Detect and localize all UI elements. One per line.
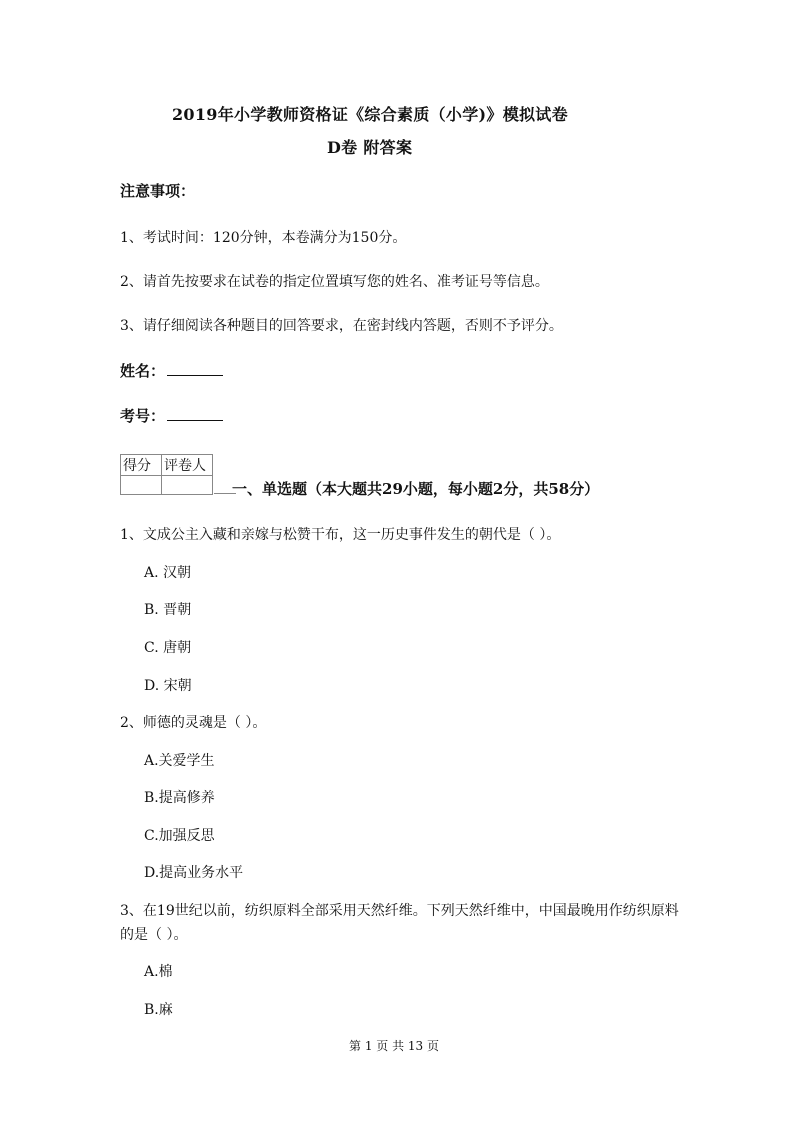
- question-3-stem-line1: 3、在19世纪以前，纺织原料全部采用天然纤维。下列天然纤维中，中国最晚用作纺织原料: [120, 903, 679, 919]
- question-2-option-c: C.加强反思: [144, 828, 215, 844]
- question-2-option-b: B.提高修养: [144, 790, 215, 806]
- exam-title-line1: 2019年小学教师资格证《综合素质（小学)》模拟试卷: [172, 105, 568, 124]
- score-table: [120, 454, 213, 495]
- id-field: [120, 405, 223, 426]
- question-2-option-a: A.关爱学生: [144, 753, 215, 769]
- page-footer: 第 1 页 共 13 页: [349, 1039, 439, 1053]
- id-blank: [167, 406, 223, 421]
- score-header: 得分: [121, 455, 162, 476]
- section-title: 一、单选题（本大题共29小题，每小题2分，共58分）: [232, 480, 600, 498]
- name-field: [120, 360, 223, 381]
- name-label: 姓名：: [120, 362, 166, 380]
- question-3-option-b: B.麻: [144, 1002, 173, 1018]
- score-cell: [121, 476, 162, 495]
- grader-header: 评卷人: [162, 455, 213, 476]
- notice-item-1: 1、考试时间：120分钟，本卷满分为150分。: [120, 230, 407, 246]
- question-3-stem-line2: 的是（ ）。: [120, 927, 188, 943]
- notice-heading: 注意事项：: [120, 182, 196, 200]
- question-1-option-a: A. 汉朝: [144, 565, 192, 581]
- question-1-stem: 1、文成公主入藏和亲嫁与松赞干布，这一历史事件发生的朝代是（ ）。: [120, 527, 561, 543]
- notice-item-2: 2、请首先按要求在试卷的指定位置填写您的姓名、准考证号等信息。: [120, 274, 549, 290]
- exam-title-line2: D卷 附答案: [327, 138, 413, 157]
- question-1-option-b: B. 晋朝: [144, 602, 192, 618]
- question-2-stem: 2、师德的灵魂是（ ）。: [120, 715, 267, 731]
- question-1-option-c: C. 唐朝: [144, 640, 192, 656]
- question-3-option-a: A.棉: [144, 964, 173, 980]
- grader-cell: [162, 476, 213, 495]
- question-2-option-d: D.提高业务水平: [144, 865, 244, 881]
- name-blank: [167, 361, 223, 376]
- id-label: 考号：: [120, 407, 166, 425]
- notice-item-3: 3、请仔细阅读各种题目的回答要求，在密封线内答题，否则不予评分。: [120, 318, 563, 334]
- question-1-option-d: D. 宋朝: [144, 678, 192, 694]
